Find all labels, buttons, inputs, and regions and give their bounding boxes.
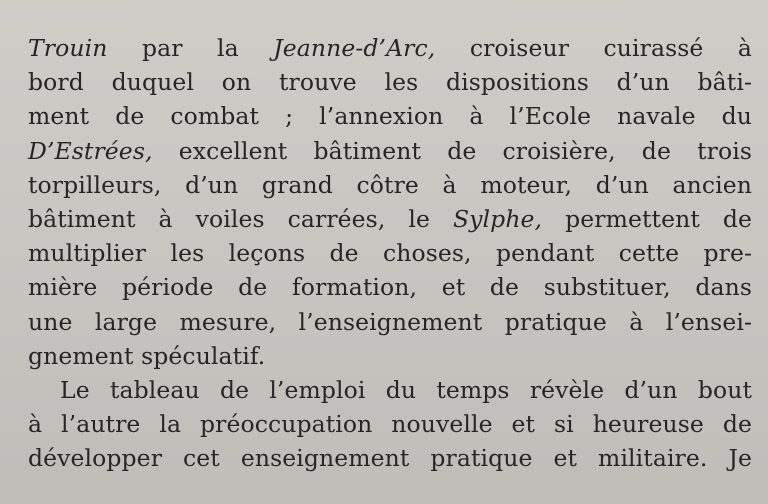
text-line <box>28 373 752 407</box>
text-run: une large mesure, l’enseignement pratique à l’ensei- <box>28 307 752 336</box>
text-line <box>28 305 752 339</box>
text-line <box>28 31 752 65</box>
italic-ship-name: Sylphe, <box>452 204 543 233</box>
italic-ship-name: D’Estrées, <box>28 136 153 165</box>
text-run: permettent de <box>542 204 752 233</box>
text-line <box>28 441 752 475</box>
text-line <box>28 236 752 270</box>
text-line <box>28 270 752 304</box>
text-line <box>28 65 752 99</box>
text-line <box>28 407 752 441</box>
text-run: torpilleurs, d’un grand côtre à moteur, d’un ancien <box>28 170 752 199</box>
text-line <box>28 134 752 168</box>
text-run: croiseur cuirassé à <box>435 34 752 62</box>
text-line <box>28 339 752 373</box>
text-run: Le tableau de l’emploi du temps révèle d’un bout <box>60 375 752 404</box>
italic-ship-name: Jeanne-d’Arc, <box>273 34 436 62</box>
text-run: développer cet enseignement pratique et militaire. Je <box>28 444 752 473</box>
text-run: gnement spéculatif. <box>28 341 266 370</box>
text-run: par la <box>107 34 274 62</box>
text-run: ment de combat ; l’annexion à l’Ecole navale du <box>28 102 752 131</box>
text-run: à l’autre la préoccupation nouvelle et si heureuse de <box>28 410 752 439</box>
text-line <box>28 202 752 236</box>
text-run: mière période de formation, et de substituer, dans <box>28 273 752 302</box>
text-line <box>28 168 752 202</box>
paragraph-1 <box>28 31 752 373</box>
text-run: excellent bâtiment de croisière, de trois <box>152 136 752 165</box>
text-run: bâtiment à voiles carrées, le <box>28 204 453 233</box>
text-run: multiplier les leçons de choses, pendant cette pre- <box>28 239 752 268</box>
paragraph-2 <box>28 373 752 476</box>
italic-name: Trouin <box>28 34 108 62</box>
text-line <box>28 99 752 133</box>
text-run: bord duquel on trouve les dispositions d’un bâti- <box>28 68 752 97</box>
